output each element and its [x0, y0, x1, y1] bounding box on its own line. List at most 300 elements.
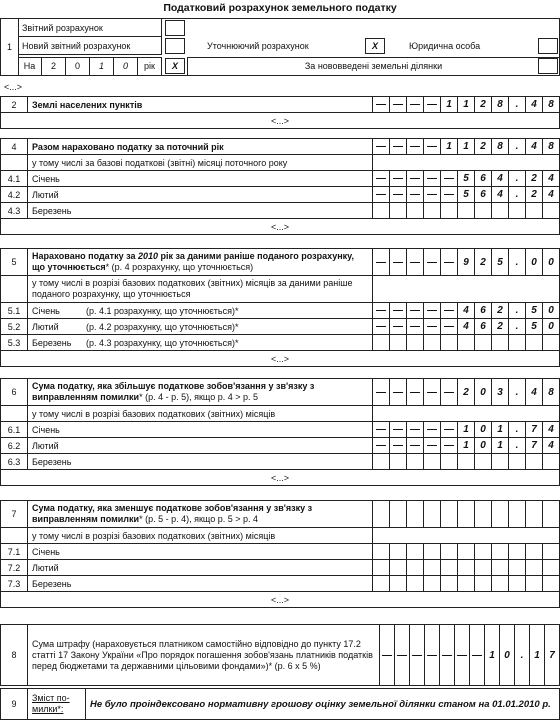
- amount-cell[interactable]: [526, 335, 543, 351]
- amount-cell[interactable]: [373, 560, 390, 576]
- table-row: [1, 351, 560, 367]
- table-row: [1, 528, 560, 544]
- section-row-2: [0, 96, 560, 129]
- amount-cell[interactable]: [475, 203, 492, 219]
- amount-cell[interactable]: [390, 335, 407, 351]
- amount-cell[interactable]: .: [509, 187, 526, 203]
- amount-cell[interactable]: [441, 335, 458, 351]
- table-row: [1, 139, 560, 155]
- amount-cell[interactable]: —: [441, 303, 458, 319]
- amount-cell[interactable]: [424, 576, 441, 592]
- amount-cell[interactable]: —: [373, 303, 390, 319]
- amount-cell[interactable]: [509, 335, 526, 351]
- amount-cell[interactable]: [441, 501, 458, 528]
- table-row: [1, 406, 560, 422]
- amount-cell[interactable]: 0: [543, 319, 560, 335]
- amount-cell[interactable]: .: [509, 303, 526, 319]
- header-block: [0, 18, 560, 76]
- amount-cell[interactable]: 5: [492, 249, 509, 276]
- row-num: 5.2: [1, 319, 28, 335]
- row-num: 7: [1, 501, 28, 528]
- amount-cell[interactable]: 1: [530, 625, 545, 686]
- row-num: 5: [1, 249, 28, 276]
- amount-cell[interactable]: .: [509, 379, 526, 406]
- row-label: Сума штрафу (нараховується платником самостійно відповідно до пункту 17.2 статті 17 Закону України «Про порядок погашення зобов'язань платників податків перед бюджетами та державними цільовими фондами»)* (р. 6 х 5 %): [28, 625, 380, 686]
- amount-cell[interactable]: 4: [526, 139, 543, 155]
- amount-cell[interactable]: [441, 454, 458, 470]
- amount-cell[interactable]: —: [455, 625, 470, 686]
- novyi-zvitnyi-label: Новий звітний розрахунок: [18, 37, 162, 55]
- amount-cell[interactable]: .: [509, 422, 526, 438]
- amount-cell[interactable]: —: [373, 187, 390, 203]
- amount-cell[interactable]: —: [410, 625, 425, 686]
- row-label: Зміст по- милки*:: [28, 689, 86, 720]
- row-label: Січень: [28, 171, 373, 187]
- amount-cell[interactable]: .: [509, 249, 526, 276]
- amount-cell[interactable]: —: [373, 139, 390, 155]
- amount-cell[interactable]: [407, 576, 424, 592]
- utochniuiuchyi-checkbox[interactable]: X: [365, 38, 385, 54]
- amount-cell[interactable]: [543, 560, 560, 576]
- amount-cell[interactable]: —: [407, 97, 424, 113]
- ellipsis: <...>: [1, 351, 560, 367]
- row-label: Разом нараховано податку за поточний рік: [28, 139, 373, 155]
- amount-cell[interactable]: 8: [543, 97, 560, 113]
- row-label: Лютий: [28, 187, 373, 203]
- row-label: Лютий: [28, 560, 373, 576]
- error-description[interactable]: Не було проіндексовано нормативну грошову оцінку земельної ділянки станом на 01.01.2010 р.: [86, 689, 560, 720]
- amount-cell[interactable]: 0: [475, 422, 492, 438]
- amount-cell[interactable]: [509, 203, 526, 219]
- amount-cell[interactable]: [407, 560, 424, 576]
- utochniuiuchyi-label: Уточнюючий розрахунок: [207, 41, 309, 51]
- novyi-zvitnyi-checkbox[interactable]: [165, 38, 185, 54]
- amount-cell[interactable]: [458, 501, 475, 528]
- table-row: [1, 560, 560, 576]
- row-num: 7.3: [1, 576, 28, 592]
- amount-cell[interactable]: —: [373, 422, 390, 438]
- amount-cell[interactable]: [424, 560, 441, 576]
- section-row-7: [0, 500, 560, 608]
- amount-cell[interactable]: [492, 544, 509, 560]
- amount-cell[interactable]: —: [407, 171, 424, 187]
- amount-cell[interactable]: [424, 335, 441, 351]
- amount-cell[interactable]: —: [407, 303, 424, 319]
- amount-cell[interactable]: 1: [485, 625, 500, 686]
- row-sublabel: у тому числі в розрізі базових податкових (звітних) місяців: [28, 406, 373, 422]
- amount-cell[interactable]: [373, 335, 390, 351]
- amount-cell[interactable]: 2: [475, 249, 492, 276]
- table-row: [1, 187, 560, 203]
- zvitnyi-checkbox[interactable]: [165, 20, 185, 36]
- amount-cell[interactable]: —: [441, 319, 458, 335]
- amount-cell[interactable]: 4: [492, 187, 509, 203]
- table-row: [1, 203, 560, 219]
- amount-cell[interactable]: —: [373, 249, 390, 276]
- amount-cell[interactable]: 1: [492, 422, 509, 438]
- amount-cell[interactable]: 8: [543, 139, 560, 155]
- amount-cell[interactable]: —: [390, 97, 407, 113]
- amount-cell[interactable]: [475, 560, 492, 576]
- amount-cell[interactable]: —: [390, 171, 407, 187]
- section-row-6: [0, 378, 560, 486]
- section-row-4: [0, 138, 560, 235]
- amount-cell[interactable]: [424, 203, 441, 219]
- amount-cell[interactable]: —: [407, 438, 424, 454]
- year-digit: 1: [90, 57, 114, 75]
- row-num: 7.2: [1, 560, 28, 576]
- amount-cell[interactable]: [509, 501, 526, 528]
- year-checkbox[interactable]: X: [165, 58, 185, 74]
- row-label: Січень: [28, 422, 373, 438]
- amount-cell[interactable]: [458, 203, 475, 219]
- amount-cell[interactable]: —: [390, 422, 407, 438]
- amount-cell[interactable]: [543, 576, 560, 592]
- amount-cell[interactable]: .: [515, 625, 530, 686]
- row-num: 4.2: [1, 187, 28, 203]
- row-num: 9: [1, 689, 28, 720]
- amount-cell[interactable]: —: [395, 625, 410, 686]
- ellipsis: <...>: [1, 219, 560, 235]
- year-prefix: На: [18, 57, 42, 75]
- row-num: 2: [1, 97, 28, 113]
- table-row: [1, 576, 560, 592]
- amount-cell[interactable]: [424, 544, 441, 560]
- row-num: 6.3: [1, 454, 28, 470]
- amount-cell[interactable]: —: [390, 139, 407, 155]
- yurydychna-checkbox[interactable]: [538, 38, 558, 54]
- amount-cell[interactable]: 8: [492, 97, 509, 113]
- ellipsis: <...>: [1, 592, 560, 608]
- amount-cell[interactable]: 4: [458, 319, 475, 335]
- amount-cell[interactable]: 5: [458, 187, 475, 203]
- row-label: Лютий (р. 4.2 розрахунку, що уточнюється)*: [28, 319, 373, 335]
- ellipsis: <...>: [4, 82, 23, 92]
- amount-cell[interactable]: [441, 576, 458, 592]
- amount-cell[interactable]: —: [407, 139, 424, 155]
- amount-cell[interactable]: —: [424, 319, 441, 335]
- amount-cell[interactable]: [526, 203, 543, 219]
- amount-cell[interactable]: 2: [492, 319, 509, 335]
- amount-cell[interactable]: 7: [545, 625, 560, 686]
- amount-cell[interactable]: 2: [526, 171, 543, 187]
- amount-cell[interactable]: —: [424, 187, 441, 203]
- table-row: [1, 219, 560, 235]
- amount-cell[interactable]: —: [390, 249, 407, 276]
- yurydychna-label: Юридична особа: [409, 41, 481, 51]
- amount-cell[interactable]: [441, 544, 458, 560]
- amount-cell[interactable]: —: [373, 438, 390, 454]
- amount-cell[interactable]: 4: [458, 303, 475, 319]
- amount-cell[interactable]: 5: [458, 171, 475, 187]
- amount-cell[interactable]: [509, 544, 526, 560]
- table-row: [1, 249, 560, 276]
- table-row: [1, 544, 560, 560]
- amount-cell[interactable]: [543, 454, 560, 470]
- amount-cell[interactable]: 1: [441, 139, 458, 155]
- amount-cell[interactable]: —: [470, 625, 485, 686]
- amount-cell[interactable]: 4: [526, 379, 543, 406]
- amount-cell[interactable]: [492, 203, 509, 219]
- amount-cell[interactable]: —: [424, 379, 441, 406]
- amount-cell[interactable]: —: [441, 379, 458, 406]
- amount-cell[interactable]: [492, 560, 509, 576]
- amount-cell[interactable]: [526, 454, 543, 470]
- amount-cell[interactable]: 3: [492, 379, 509, 406]
- amount-cell[interactable]: 0: [543, 303, 560, 319]
- amount-cell[interactable]: [543, 544, 560, 560]
- amount-cell[interactable]: 8: [492, 139, 509, 155]
- amount-cell[interactable]: [407, 335, 424, 351]
- amount-cell[interactable]: [543, 203, 560, 219]
- amount-cell[interactable]: —: [441, 171, 458, 187]
- table-row: [1, 592, 560, 608]
- amount-cell[interactable]: —: [390, 379, 407, 406]
- amount-cell[interactable]: [373, 203, 390, 219]
- amount-cell[interactable]: [526, 576, 543, 592]
- amount-cell[interactable]: —: [390, 303, 407, 319]
- amount-cell[interactable]: [475, 576, 492, 592]
- amount-cell[interactable]: [390, 454, 407, 470]
- amount-cell[interactable]: —: [441, 187, 458, 203]
- row-label: Сума податку, яка зменшує податкове зобов'язання у зв'язку з виправленням помилки* (р. 5 - р. 4), якщо р. 5 > р. 4: [28, 501, 373, 528]
- amount-cell[interactable]: —: [373, 379, 390, 406]
- row-label: Січень: [28, 544, 373, 560]
- amount-cell[interactable]: [492, 501, 509, 528]
- amount-cell[interactable]: .: [509, 319, 526, 335]
- amount-cell[interactable]: 8: [543, 379, 560, 406]
- amount-cell[interactable]: [458, 454, 475, 470]
- table-row: [1, 454, 560, 470]
- amount-cell[interactable]: —: [407, 249, 424, 276]
- row-label: Березень: [28, 454, 373, 470]
- amount-cell[interactable]: [526, 501, 543, 528]
- amount-cell[interactable]: —: [441, 422, 458, 438]
- amount-cell[interactable]: [390, 576, 407, 592]
- amount-cell[interactable]: —: [407, 319, 424, 335]
- amount-cell[interactable]: [373, 544, 390, 560]
- amount-cell[interactable]: —: [390, 438, 407, 454]
- amount-cell[interactable]: 7: [526, 438, 543, 454]
- table-row: [1, 438, 560, 454]
- amount-cell[interactable]: .: [509, 171, 526, 187]
- ellipsis: <...>: [1, 113, 560, 129]
- amount-cell[interactable]: [373, 454, 390, 470]
- amount-cell[interactable]: 6: [475, 319, 492, 335]
- year-digit: 0: [114, 57, 138, 75]
- amount-cell[interactable]: —: [373, 97, 390, 113]
- amount-cell[interactable]: 1: [441, 97, 458, 113]
- amount-cell[interactable]: [390, 544, 407, 560]
- amount-cell[interactable]: —: [373, 171, 390, 187]
- amount-cell[interactable]: 2: [475, 139, 492, 155]
- amount-cell[interactable]: [458, 335, 475, 351]
- row-num: 4.1: [1, 171, 28, 187]
- ellipsis: <...>: [1, 470, 560, 486]
- amount-cell[interactable]: 7: [526, 422, 543, 438]
- table-row: [1, 171, 560, 187]
- amount-cell[interactable]: 6: [475, 187, 492, 203]
- amount-cell[interactable]: 0: [526, 249, 543, 276]
- amount-cell[interactable]: [373, 576, 390, 592]
- table-row: [1, 319, 560, 335]
- section-row-8: [0, 624, 560, 686]
- amount-cell[interactable]: —: [424, 303, 441, 319]
- amount-cell[interactable]: —: [424, 422, 441, 438]
- amount-cell[interactable]: 2: [458, 379, 475, 406]
- row-sublabel: у тому числі в розрізі базових податкових (звітних) місяців: [28, 528, 373, 544]
- amount-cell[interactable]: [390, 501, 407, 528]
- amount-cell[interactable]: [475, 501, 492, 528]
- amount-cell[interactable]: —: [441, 438, 458, 454]
- amount-cell[interactable]: [390, 203, 407, 219]
- table-row: [1, 303, 560, 319]
- table-row: [1, 276, 560, 303]
- row-num: 8: [1, 625, 28, 686]
- amount-cell[interactable]: 4: [543, 422, 560, 438]
- amount-cell[interactable]: 1: [458, 438, 475, 454]
- amount-cell[interactable]: .: [509, 438, 526, 454]
- amount-cell[interactable]: [526, 544, 543, 560]
- amount-cell[interactable]: 5: [526, 303, 543, 319]
- zvitnyi-label: Звітний розрахунок: [18, 19, 162, 37]
- amount-cell[interactable]: 4: [543, 438, 560, 454]
- amount-cell[interactable]: —: [407, 187, 424, 203]
- amount-cell[interactable]: [475, 544, 492, 560]
- amount-cell[interactable]: [424, 454, 441, 470]
- amount-cell[interactable]: —: [440, 625, 455, 686]
- row-label: Землі населених пунктів: [28, 97, 373, 113]
- row-label: Березень (р. 4.3 розрахунку, що уточнюється)*: [28, 335, 373, 351]
- amount-cell[interactable]: [458, 544, 475, 560]
- amount-cell[interactable]: [390, 560, 407, 576]
- amount-cell[interactable]: .: [509, 97, 526, 113]
- amount-cell[interactable]: [407, 501, 424, 528]
- amount-cell[interactable]: 0: [475, 438, 492, 454]
- row-num: 6.2: [1, 438, 28, 454]
- amount-cell[interactable]: [509, 454, 526, 470]
- row-num: 4.3: [1, 203, 28, 219]
- row-sublabel: у тому числі за базові податкові (звітні) місяці поточного року: [28, 155, 373, 171]
- row-label: Березень: [28, 576, 373, 592]
- amount-cell[interactable]: 4: [543, 171, 560, 187]
- table-row: [1, 501, 560, 528]
- amount-cell[interactable]: —: [424, 171, 441, 187]
- amount-cell[interactable]: —: [425, 625, 440, 686]
- amount-cell[interactable]: 1: [458, 97, 475, 113]
- amount-cell[interactable]: 6: [475, 303, 492, 319]
- amount-cell[interactable]: [441, 560, 458, 576]
- amount-cell[interactable]: [543, 335, 560, 351]
- amount-cell[interactable]: —: [424, 139, 441, 155]
- amount-cell[interactable]: [509, 576, 526, 592]
- amount-cell[interactable]: —: [390, 319, 407, 335]
- section-row-9: [0, 688, 560, 720]
- row-label: Сума податку, яка збільшує податкове зобов'язання у зв'язку з виправленням помилки* (р. 4 - р. 5), якщо р. 4 > р. 5: [28, 379, 373, 406]
- row-num: 6: [1, 379, 28, 406]
- amount-cell[interactable]: [492, 335, 509, 351]
- amount-cell[interactable]: —: [380, 625, 395, 686]
- table-row: [1, 97, 560, 113]
- amount-cell[interactable]: 0: [475, 379, 492, 406]
- section-row-5: [0, 248, 560, 367]
- table-row: [1, 113, 560, 129]
- row-label: Лютий: [28, 438, 373, 454]
- row-label: Березень: [28, 203, 373, 219]
- year-digit: 2: [42, 57, 66, 75]
- amount-cell[interactable]: .: [509, 139, 526, 155]
- row-label: Нараховано податку за 2010 рік за даними раніше поданого розрахунку, що уточнюється* (р. 4 розрахунку, що уточнюється): [28, 249, 373, 276]
- table-row: [1, 335, 560, 351]
- amount-cell[interactable]: 2: [475, 97, 492, 113]
- amount-cell[interactable]: [458, 560, 475, 576]
- amount-cell[interactable]: —: [424, 97, 441, 113]
- amount-cell[interactable]: 4: [543, 187, 560, 203]
- table-row: [1, 470, 560, 486]
- row-number: 1: [1, 19, 19, 75]
- amount-cell[interactable]: [407, 544, 424, 560]
- row-num: 5.1: [1, 303, 28, 319]
- amount-cell[interactable]: 1: [458, 422, 475, 438]
- row-num: 5.3: [1, 335, 28, 351]
- table-row: [1, 422, 560, 438]
- table-row: [1, 689, 560, 720]
- amount-cell[interactable]: [526, 560, 543, 576]
- amount-cell[interactable]: 1: [492, 438, 509, 454]
- amount-cell[interactable]: [492, 454, 509, 470]
- year-digit: 0: [66, 57, 90, 75]
- amount-cell[interactable]: 5: [526, 319, 543, 335]
- amount-cell[interactable]: —: [441, 249, 458, 276]
- amount-cell[interactable]: [407, 454, 424, 470]
- amount-cell[interactable]: 2: [492, 303, 509, 319]
- amount-cell[interactable]: 4: [526, 97, 543, 113]
- amount-cell[interactable]: [475, 335, 492, 351]
- amount-cell[interactable]: 6: [475, 171, 492, 187]
- row-num: 7.1: [1, 544, 28, 560]
- amount-cell[interactable]: 0: [543, 249, 560, 276]
- row-label: Січень (р. 4.1 розрахунку, що уточнюється)*: [28, 303, 373, 319]
- amount-cell[interactable]: —: [424, 249, 441, 276]
- row-num: 4: [1, 139, 28, 155]
- amount-cell[interactable]: [458, 576, 475, 592]
- novovvedeni-checkbox[interactable]: [538, 58, 558, 74]
- row-num: 6.1: [1, 422, 28, 438]
- row-sublabel: у тому числі в розрізі базових податкових (звітних) місяців за даними раніше поданого розрахунку, що уточнюється: [28, 276, 373, 303]
- table-row: [1, 155, 560, 171]
- amount-cell[interactable]: 0: [500, 625, 515, 686]
- amount-cell[interactable]: —: [373, 319, 390, 335]
- amount-cell[interactable]: [543, 501, 560, 528]
- amount-cell[interactable]: 1: [458, 139, 475, 155]
- amount-cell[interactable]: —: [407, 422, 424, 438]
- table-row: [1, 379, 560, 406]
- amount-cell[interactable]: 9: [458, 249, 475, 276]
- amount-cell[interactable]: [407, 203, 424, 219]
- amount-cell[interactable]: [373, 501, 390, 528]
- form-title: Податковий розрахунок земельного податку: [163, 2, 397, 14]
- amount-cell[interactable]: [492, 576, 509, 592]
- amount-cell[interactable]: 2: [526, 187, 543, 203]
- amount-cell[interactable]: —: [424, 438, 441, 454]
- amount-cell[interactable]: [509, 560, 526, 576]
- amount-cell[interactable]: —: [407, 379, 424, 406]
- amount-cell[interactable]: —: [390, 187, 407, 203]
- amount-cell[interactable]: [424, 501, 441, 528]
- amount-cell[interactable]: [475, 454, 492, 470]
- amount-cell[interactable]: 4: [492, 171, 509, 187]
- amount-cell[interactable]: [441, 203, 458, 219]
